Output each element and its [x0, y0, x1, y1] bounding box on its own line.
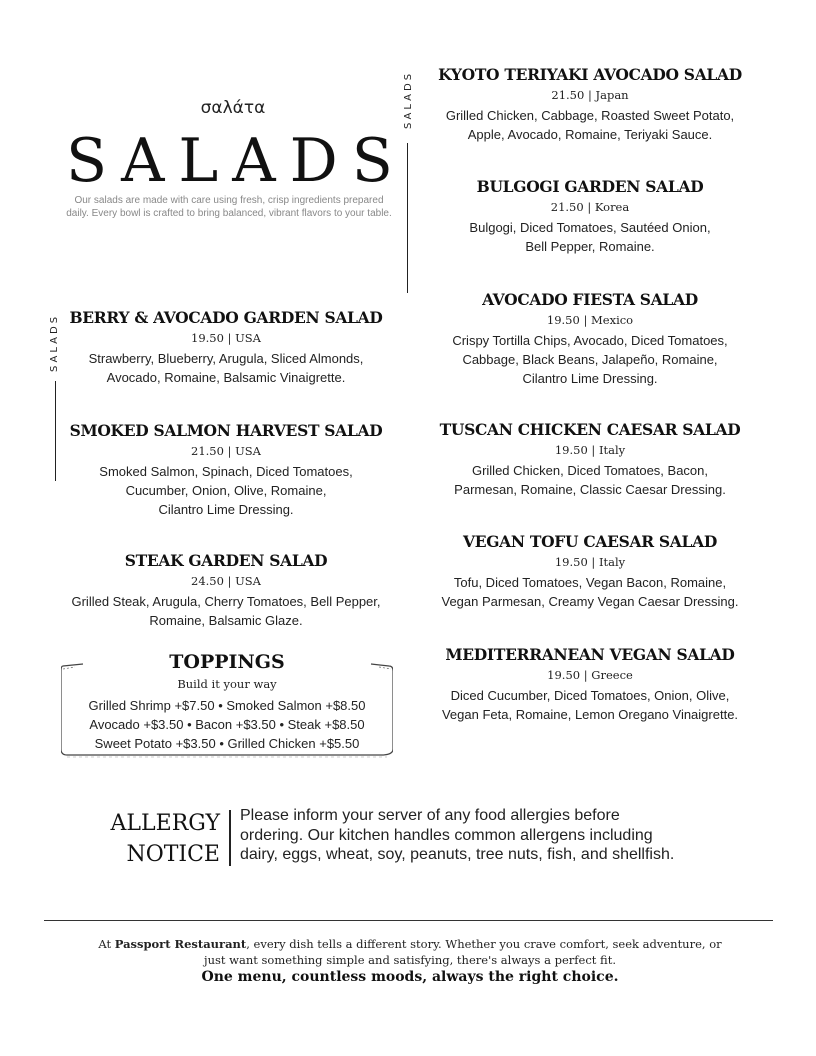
side-divider-top: [407, 143, 408, 293]
toppings-line: Sweet Potato +$3.50 • Grilled Chicken +$5.50: [94, 736, 360, 751]
menu-item-bulgogi-garden: [420, 177, 760, 256]
item-price: 24.50 | USA: [191, 574, 261, 588]
side-divider-left: [55, 381, 56, 481]
restaurant-name: Passport Restaurant: [114, 937, 247, 951]
menu-item-mediterranean-vegan: [420, 645, 760, 724]
item-name: STEAK GARDEN SALAD: [124, 551, 328, 570]
item-name: MEDITERRANEAN VEGAN SALAD: [445, 645, 735, 664]
footer-divider: [44, 920, 773, 921]
toppings-box: [61, 651, 393, 757]
item-description: Grilled Chicken, Diced Tomatoes, Bacon, Parmesan, Romaine, Classic Caesar Dressing.: [454, 463, 726, 497]
menu-item-steak-garden: [60, 551, 392, 630]
item-name: AVOCADO FIESTA SALAD: [482, 290, 698, 309]
toppings-line: Avocado +$3.50 • Bacon +$3.50 • Steak +$8.50: [89, 717, 365, 732]
item-price: 19.50 | Italy: [554, 555, 626, 569]
toppings-list: [61, 696, 393, 753]
item-name: BULGOGI GARDEN SALAD: [476, 177, 704, 196]
side-label-left: SALADS: [49, 313, 60, 372]
item-description: Diced Cucumber, Diced Tomatoes, Onion, Olive, Vegan Feta, Romaine, Lemon Oregano Vinaigrette.: [441, 688, 739, 722]
intro-text: Our salads are made with care using fresh, crisp ingredients prepared daily. Every bowl is crafted to bring balanced, vibrant flavors to your table.: [66, 195, 392, 219]
item-name: KYOTO TERIYAKI AVOCADO SALAD: [438, 65, 742, 84]
menu-item-tuscan-caesar: [420, 420, 760, 499]
item-price: 19.50 | Mexico: [546, 313, 634, 327]
greek-title: σαλάτα: [200, 98, 266, 118]
menu-item-avocado-fiesta: [420, 290, 760, 388]
item-description: Grilled Chicken, Cabbage, Roasted Sweet Potato, Apple, Avocado, Romaine, Teriyaki Sauce.: [445, 108, 735, 142]
menu-item-vegan-tofu-caesar: [420, 532, 760, 611]
toppings-title: TOPPINGS: [169, 651, 285, 673]
item-name: SMOKED SALMON HARVEST SALAD: [69, 421, 383, 440]
item-price: 21.50 | Korea: [550, 200, 630, 214]
menu-item-berry-avocado: [60, 308, 392, 387]
item-price: 21.50 | Japan: [551, 88, 629, 102]
item-description: Bulgogi, Diced Tomatoes, Sautéed Onion, Bell Pepper, Romaine.: [469, 220, 711, 254]
menu-item-kyoto-teriyaki: [420, 65, 760, 144]
item-description: Crispy Tortilla Chips, Avocado, Diced Tomatoes, Cabbage, Black Beans, Jalapeño, Romaine, Cilantro Lime Dressing.: [452, 333, 728, 386]
item-name: BERRY & AVOCADO GARDEN SALAD: [69, 308, 383, 327]
item-description: Strawberry, Blueberry, Arugula, Sliced Almonds, Avocado, Romaine, Balsamic Vinaigrette.: [88, 351, 364, 385]
toppings-subtitle: Build it your way: [177, 677, 277, 691]
footer-tagline: One menu, countless moods, always the right choice.: [201, 969, 619, 985]
footer-text: At Passport Restaurant, every dish tells a different story. Whether you crave comfort, seek adventure, or just want something simple and satisfying, there's always a perfect fit.: [98, 937, 722, 967]
side-label-top: SALADS: [403, 70, 414, 129]
menu-item-smoked-salmon: [60, 421, 392, 519]
item-description: Grilled Steak, Arugula, Cherry Tomatoes, Bell Pepper, Romaine, Balsamic Glaze.: [71, 594, 381, 628]
page-title: SALADS: [66, 126, 407, 196]
item-description: Tofu, Diced Tomatoes, Vegan Bacon, Romaine, Vegan Parmesan, Creamy Vegan Caesar Dressing.: [441, 575, 739, 609]
allergy-divider: [229, 810, 231, 866]
toppings-line: Grilled Shrimp +$7.50 • Smoked Salmon +$8.50: [88, 698, 366, 713]
item-price: 19.50 | USA: [191, 331, 261, 345]
item-name: VEGAN TOFU CAESAR SALAD: [463, 532, 717, 551]
item-name: TUSCAN CHICKEN CAESAR SALAD: [439, 420, 741, 439]
item-price: 19.50 | Greece: [547, 668, 633, 682]
item-description: Smoked Salmon, Spinach, Diced Tomatoes, Cucumber, Onion, Olive, Romaine, Cilantro Lime Dressing.: [99, 464, 353, 517]
allergy-text: Please inform your server of any food allergies before ordering. Our kitchen handles common allergens including dairy, eggs, wheat, soy, peanuts, tree nuts, fish, and shellfish.: [240, 807, 675, 863]
allergy-title: ALLERGY NOTICE: [110, 811, 220, 867]
item-price: 19.50 | Italy: [554, 443, 626, 457]
item-price: 21.50 | USA: [191, 444, 261, 458]
